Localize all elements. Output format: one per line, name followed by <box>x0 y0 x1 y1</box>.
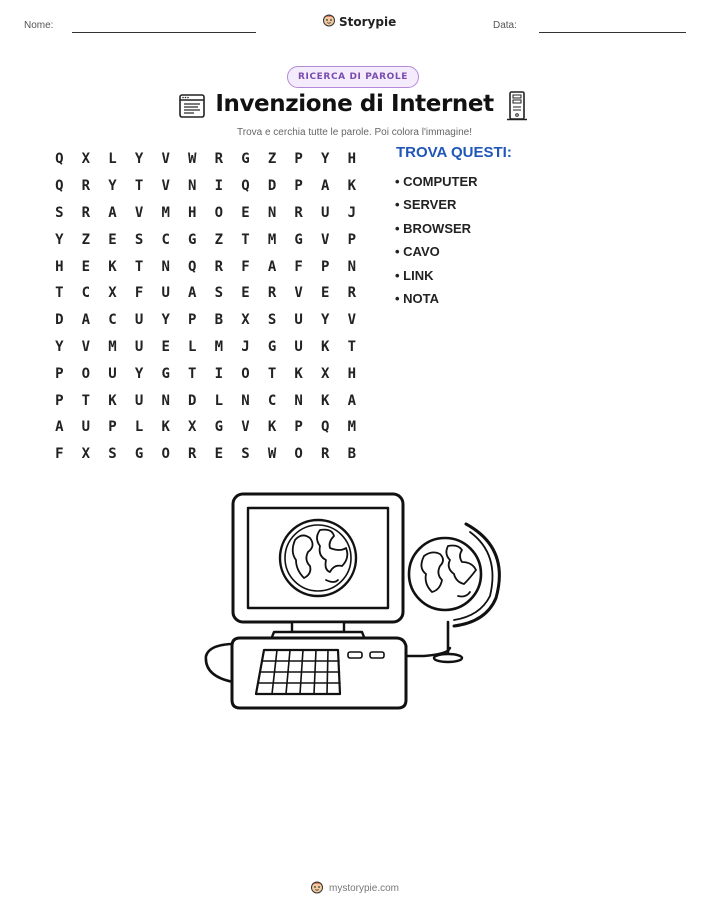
name-line[interactable] <box>72 32 256 33</box>
grid-cell[interactable]: U <box>134 312 144 329</box>
grid-cell[interactable]: U <box>108 365 117 382</box>
grid-cell[interactable]: G <box>161 365 170 382</box>
grid-cell[interactable]: A <box>347 392 357 409</box>
grid-row <box>46 387 365 414</box>
grid-cell[interactable]: V <box>81 338 91 355</box>
grid-cell[interactable]: U <box>321 204 330 221</box>
grid-cell[interactable]: K <box>108 392 117 409</box>
grid-cell[interactable]: W <box>188 151 197 168</box>
grid-cell[interactable]: M <box>347 419 357 436</box>
word-list-item: • BROWSER <box>395 220 472 236</box>
grid-cell[interactable]: B <box>214 312 224 329</box>
grid-cell[interactable]: Q <box>241 178 250 195</box>
grid-cell[interactable]: Y <box>321 151 330 168</box>
word-list-item: • COMPUTER <box>395 174 478 189</box>
grid-cell[interactable]: P <box>55 365 64 382</box>
grid-cell[interactable]: S <box>241 446 250 463</box>
grid-cell[interactable]: G <box>241 151 250 168</box>
grid-cell[interactable]: F <box>241 258 250 275</box>
grid-cell[interactable]: V <box>241 419 250 436</box>
grid-row <box>46 280 365 307</box>
grid-cell[interactable]: U <box>161 285 170 302</box>
grid-cell[interactable]: C <box>267 392 277 409</box>
grid-cell[interactable]: O <box>81 365 91 382</box>
grid-cell[interactable]: V <box>134 204 144 221</box>
grid-row <box>46 173 365 200</box>
grid-cell[interactable]: E <box>108 231 117 248</box>
grid-cell[interactable]: Q <box>188 258 197 275</box>
grid-cell[interactable]: Y <box>108 178 117 195</box>
word-list-title: TROVA QUESTI: <box>396 144 512 161</box>
grid-cell[interactable]: P <box>347 231 357 248</box>
date-line[interactable] <box>539 32 686 33</box>
grid-row <box>46 334 365 361</box>
grid-row <box>46 200 365 227</box>
brand-name: Storypie <box>339 14 397 29</box>
grid-cell[interactable]: S <box>267 312 277 329</box>
grid-cell[interactable]: Z <box>267 151 277 168</box>
grid-cell[interactable]: Q <box>55 151 64 168</box>
grid-cell[interactable]: N <box>241 392 250 409</box>
grid-cell[interactable]: E <box>241 285 250 302</box>
grid-cell[interactable]: H <box>347 151 357 168</box>
word-list-item: • CAVO <box>395 244 440 260</box>
grid-cell[interactable]: F <box>55 446 64 463</box>
grid-cell[interactable]: N <box>161 258 170 275</box>
grid-cell[interactable]: I <box>214 365 224 382</box>
storypie-logo-icon <box>310 879 324 898</box>
grid-cell[interactable]: U <box>294 312 303 329</box>
grid-cell[interactable]: R <box>188 446 197 463</box>
grid-cell[interactable]: X <box>188 419 197 436</box>
grid-cell[interactable]: K <box>161 419 170 436</box>
grid-row <box>46 226 365 253</box>
grid-cell[interactable]: B <box>347 446 357 463</box>
grid-cell[interactable]: P <box>294 151 303 168</box>
grid-cell[interactable]: S <box>214 285 224 302</box>
grid-cell[interactable]: G <box>188 231 197 248</box>
grid-cell[interactable]: O <box>214 204 224 221</box>
grid-cell[interactable]: Q <box>55 178 64 195</box>
grid-cell[interactable]: J <box>241 338 250 355</box>
word-list <box>395 170 478 310</box>
grid-cell[interactable]: V <box>347 312 357 329</box>
grid-cell[interactable]: X <box>108 285 117 302</box>
grid-cell[interactable]: X <box>81 446 91 463</box>
grid-cell[interactable]: W <box>267 446 277 463</box>
grid-row <box>46 441 365 468</box>
grid-cell[interactable]: T <box>81 392 91 409</box>
grid-cell[interactable]: V <box>294 285 303 302</box>
grid-cell[interactable]: U <box>134 392 144 409</box>
grid-cell[interactable]: Y <box>161 312 170 329</box>
grid-cell[interactable]: C <box>81 285 91 302</box>
grid-cell[interactable]: H <box>188 204 197 221</box>
grid-cell[interactable]: X <box>321 365 330 382</box>
grid-cell[interactable]: K <box>294 365 303 382</box>
grid-cell[interactable]: G <box>134 446 144 463</box>
category-badge: RICERCA DI PAROLE <box>287 66 419 88</box>
grid-cell[interactable]: A <box>108 204 117 221</box>
grid-cell[interactable]: P <box>294 178 303 195</box>
word-list-item: • NOTA <box>395 290 440 306</box>
grid-cell[interactable]: P <box>321 258 330 275</box>
grid-cell[interactable]: E <box>321 285 330 302</box>
grid-cell[interactable]: Y <box>134 151 144 168</box>
grid-cell[interactable]: E <box>81 258 91 275</box>
grid-cell[interactable]: V <box>321 231 330 248</box>
grid-cell[interactable]: K <box>267 419 277 436</box>
grid-cell[interactable]: U <box>81 419 91 436</box>
grid-cell[interactable]: X <box>241 312 250 329</box>
grid-cell[interactable]: I <box>214 178 224 195</box>
grid-cell[interactable]: V <box>161 178 170 195</box>
grid-cell[interactable]: T <box>347 338 357 355</box>
grid-cell[interactable]: O <box>294 446 303 463</box>
footer-url[interactable]: mystorypie.com <box>328 883 399 894</box>
grid-cell[interactable]: N <box>347 258 357 275</box>
grid-cell[interactable]: R <box>81 178 91 195</box>
grid-cell[interactable]: D <box>55 312 64 329</box>
grid-cell[interactable]: Y <box>55 338 64 355</box>
grid-cell[interactable]: A <box>55 419 64 436</box>
grid-cell[interactable]: C <box>161 231 170 248</box>
grid-cell[interactable]: K <box>321 392 330 409</box>
grid-cell[interactable]: P <box>55 392 64 409</box>
word-list-item: • LINK <box>395 267 434 283</box>
grid-row <box>46 360 365 387</box>
grid-cell[interactable]: U <box>294 338 303 355</box>
grid-cell[interactable]: R <box>294 204 303 221</box>
server-tower-icon <box>504 91 530 125</box>
grid-cell[interactable]: A <box>81 312 91 329</box>
grid-cell[interactable]: Y <box>134 365 144 382</box>
grid-row <box>46 146 365 173</box>
grid-cell[interactable]: E <box>161 338 170 355</box>
grid-cell[interactable]: T <box>134 258 144 275</box>
grid-cell[interactable]: A <box>188 285 197 302</box>
grid-cell[interactable]: O <box>241 365 250 382</box>
grid-cell[interactable]: H <box>55 258 64 275</box>
grid-cell[interactable]: H <box>347 365 357 382</box>
grid-cell[interactable]: P <box>108 419 117 436</box>
grid-cell[interactable]: N <box>188 178 197 195</box>
grid-cell[interactable]: A <box>267 258 277 275</box>
footer <box>0 879 709 898</box>
name-label: Nome: <box>24 20 54 31</box>
grid-cell[interactable]: P <box>188 312 197 329</box>
grid-cell[interactable]: T <box>55 285 64 302</box>
grid-cell[interactable]: L <box>188 338 197 355</box>
grid-cell[interactable]: F <box>294 258 303 275</box>
grid-cell[interactable]: U <box>134 338 144 355</box>
keyboard <box>232 638 406 708</box>
grid-cell[interactable]: K <box>108 258 117 275</box>
grid-row <box>46 307 365 334</box>
grid-row <box>46 253 365 280</box>
grid-cell[interactable]: R <box>214 258 224 275</box>
grid-cell[interactable]: M <box>108 338 117 355</box>
grid-cell[interactable]: T <box>134 178 144 195</box>
grid-cell[interactable]: M <box>161 204 170 221</box>
grid-cell[interactable]: M <box>214 338 224 355</box>
grid-cell[interactable]: L <box>108 151 117 168</box>
word-list-item: • SERVER <box>395 197 457 213</box>
grid-cell[interactable]: X <box>81 151 91 168</box>
grid-cell[interactable]: R <box>267 285 277 302</box>
grid-cell[interactable]: A <box>321 178 330 195</box>
grid-cell[interactable]: E <box>241 204 250 221</box>
grid-cell[interactable]: T <box>241 231 250 248</box>
grid-cell[interactable]: G <box>267 338 277 355</box>
grid-cell[interactable]: R <box>81 204 91 221</box>
storypie-logo-icon <box>322 12 336 31</box>
date-label: Data: <box>493 20 517 31</box>
grid-cell[interactable]: T <box>267 365 277 382</box>
grid-cell[interactable]: Q <box>321 419 330 436</box>
grid-cell[interactable]: F <box>134 285 144 302</box>
grid-cell[interactable]: J <box>347 204 357 221</box>
instructions: Trova e cerchia tutte le parole. Poi colora l'immagine! <box>237 127 472 138</box>
grid-cell[interactable]: P <box>294 419 303 436</box>
grid-cell[interactable]: E <box>214 446 224 463</box>
grid-cell[interactable]: R <box>214 151 224 168</box>
grid-cell[interactable]: D <box>267 178 277 195</box>
desk-globe <box>409 524 499 662</box>
grid-cell[interactable]: D <box>188 392 197 409</box>
grid-cell[interactable]: R <box>347 285 357 302</box>
grid-cell[interactable]: Z <box>81 231 91 248</box>
grid-row <box>46 414 365 441</box>
grid-cell[interactable]: M <box>267 231 277 248</box>
page-title: Invenzione di Internet <box>215 91 494 117</box>
grid-cell[interactable]: S <box>108 446 117 463</box>
word-search-grid[interactable] <box>46 146 365 468</box>
screen-globe <box>280 520 356 596</box>
grid-cell[interactable]: L <box>134 419 144 436</box>
grid-cell[interactable]: S <box>55 204 64 221</box>
grid-cell[interactable]: G <box>214 419 224 436</box>
grid-cell[interactable]: N <box>294 392 303 409</box>
grid-cell[interactable]: G <box>294 231 303 248</box>
grid-cell[interactable]: C <box>108 312 117 329</box>
computer-globe-illustration <box>200 488 510 724</box>
grid-cell[interactable]: N <box>161 392 170 409</box>
grid-cell[interactable]: K <box>321 338 330 355</box>
brand-logo <box>322 12 396 31</box>
grid-cell[interactable]: S <box>134 231 144 248</box>
grid-cell[interactable]: Y <box>321 312 330 329</box>
grid-cell[interactable]: N <box>267 204 277 221</box>
grid-cell[interactable]: Z <box>214 231 224 248</box>
grid-cell[interactable]: R <box>321 446 330 463</box>
grid-cell[interactable]: T <box>188 365 197 382</box>
grid-cell[interactable]: Y <box>55 231 64 248</box>
grid-cell[interactable]: K <box>347 178 357 195</box>
grid-cell[interactable]: V <box>161 151 170 168</box>
grid-cell[interactable]: L <box>214 392 224 409</box>
grid-cell[interactable]: O <box>161 446 170 463</box>
